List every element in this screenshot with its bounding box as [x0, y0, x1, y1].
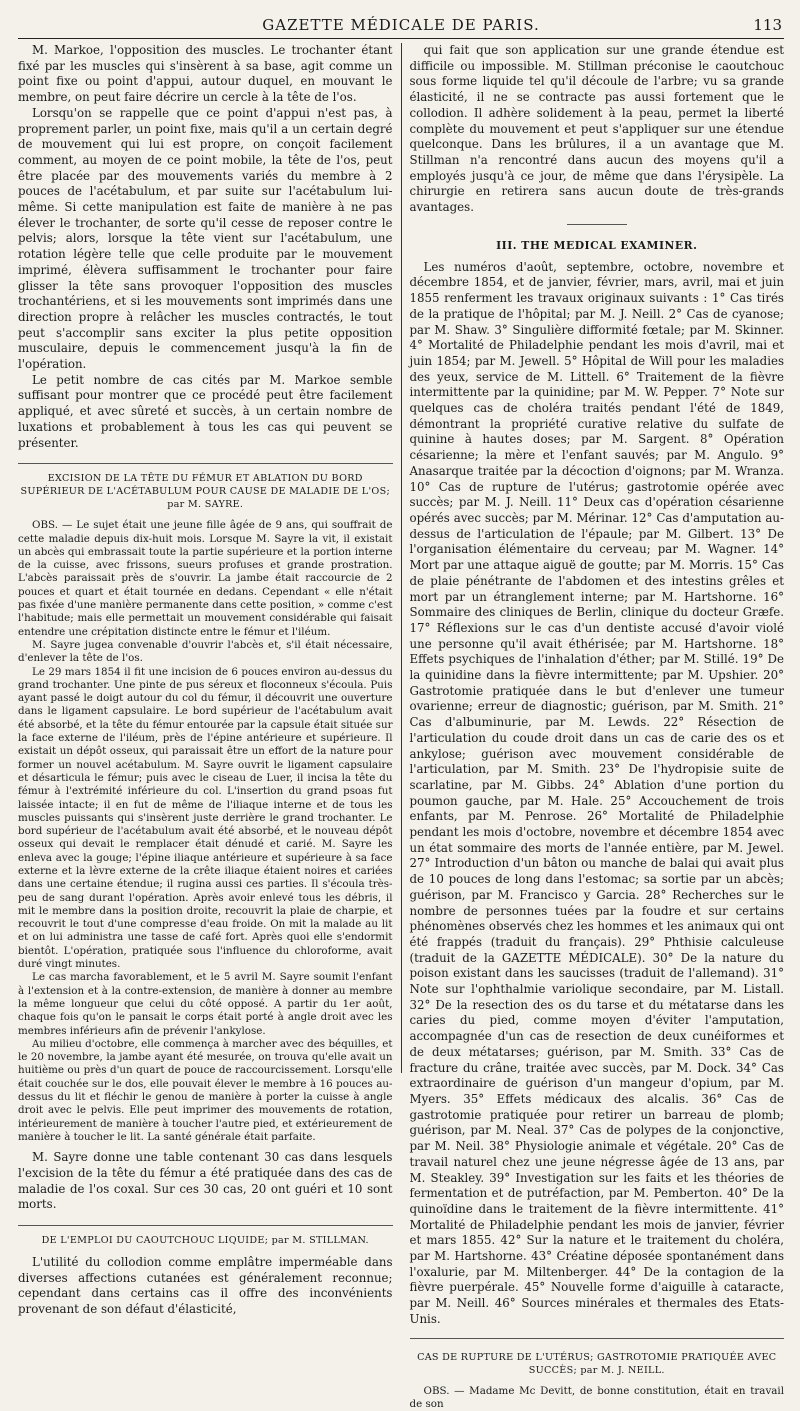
page-number: 113 [753, 16, 782, 34]
observation-paragraph: Le cas marcha favorablement, et le 5 avril M. Sayre soumit l'enfant à l'extension et à la contre-extension, de manière à donner au membre la même longueur que celui du côté opposé. A partir du 1er août, chaque fois qu'on le pansait le corps était porté à angle droit avec les membres inférieurs afin de prévenir l'ankylose. [18, 971, 393, 1037]
paragraph: qui fait que son application sur une grande étendue est difficile ou impossible. M. Stillman préconise le caoutchouc sous forme liquide tel qu'il découle de l'arbre; vu sa grande élasticité, il ne se contracte pas aussi fortement que le collodion. Il adhère solidement à la peau, permet la liberté complète du mouvement et peut s'appliquer sur une étendue quelconque. Dans les brûlures, il a un avantage que M. Stillman n'a rencontré dans aucun des moyens qu'il a employés jusqu'à ce jour, de même que dans l'érysipèle. La chirurgie en retirera sans aucun doute de très-grands avantages. [409, 43, 784, 215]
observation-paragraph: OBS. — Madame Mc Devitt, de bonne constitution, était en travail de son [409, 1384, 784, 1410]
left-column [18, 43, 402, 1317]
journal-title: GAZETTE MÉDICALE DE PARIS. [262, 16, 540, 34]
paragraph: M. Markoe, l'opposition des muscles. Le trochanter étant fixé par les muscles qui s'insèrent à sa base, agit comme un point fixe ou point d'appui, autour duquel, en mouvant le membre, on peut faire décrire un cercle à la tête de l'os. [18, 43, 393, 105]
page-header [18, 10, 784, 39]
observation-paragraph: Au milieu d'octobre, elle commença à marcher avec des béquilles, et le 20 novembre, la jambe ayant été mesurée, on trouva qu'elle avait un huitième ou près d'un quart de pouce de raccourcissement. Lorsqu'elle était couchée sur le dos, elle pouvait élever le membre à 16 pouces au-dessus du lit et fléchir le genou de manière à porter la cuisse à angle droit avec le pelvis. Elle peut imprimer des mouvements de rotation, intérieurement de manière à toucher l'autre pied, et extérieurement de manière à toucher le lit. La santé générale était parfaite. [18, 1037, 393, 1143]
paragraph: Lorsqu'on se rappelle que ce point d'appui n'est pas, à proprement parler, un point fixe, mais qu'il a un certain degré de mouvement qui lui est propre, on conçoit facilement comment, au moyen de ce point mobile, la tête de l'os, peut être placée par des mouvements variés du membre à 2 pouces de l'acétabulum, et par suite sur l'acétabulum lui-même. Si cette manipulation est faite de manière à ne pas élever le trochanter, de sorte qu'il cesse de reposer contre le pelvis; alors, lorsque la tête vient sur l'acétabulum, une rotation légère telle que celle produite par le mouvement imprimé, élèvera suffisamment le trochanter pour faire glisser la tête sans provoquer l'opposition des muscles trochantériens, et si les mouvements sont imprimés dans une direction propre à relâcher les muscles contractés, le tout peut s'accomplir sans exciter la plus petite opposition musculaire, depuis le commencement jusqu'à la fin de l'opération. [18, 105, 393, 372]
right-column [402, 43, 785, 1410]
contents-list-paragraph: Les numéros d'août, septembre, octobre, novembre et décembre 1854, et de janvier, février, mars, avril, mai et juin 1855 renferment les travaux originaux suivants : 1° Cas tirés de la pratique de l'hôpital; par M. J. Neill. 2° Cas de cyanose; par M. Shaw. 3° Singulière difformité fœtale; par M. Skinner. 4° Mortalité de Philadelphie pendant les mois d'avril, mai et juin 1854; par M. Jewell. 5° Hôpital de Will pour les maladies des yeux, service de M. Littell. 6° Traitement de la fièvre intermittente par la quinidine; par M. W. Pepper. 7° Note sur quelques cas de choléra traités pendant l'été de 1849, démontrant la propriété curative relative du sulfate de quinine à hautes doses; par M. Sargent. 8° Opération césarienne; la mère et l'enfant sauvés; par M. Angulo. 9° Anasarque traitée par la décoction d'oignons; par M. Wranza. 10° Cas de rupture de l'utérus; gastrotomie opérée avec succès; par M. J. Neill. 11° Deux cas d'opération césarienne opérés avec succès; par M. Mérinar. 12° Cas d'amputation au-dessus de l'articulation de l'épaule; par M. Gilbert. 13° De l'organisation élémentaire du cerveau; par M. Wagner. 14° Mort par une attaque aiguë de goutte; par M. Morris. 15° Cas de plaie pénétrante de l'abdomen et des intestins grêles et mort par un étranglement interne; par M. Hartshorne. 16° Sommaire des cliniques de Berlin, clinique du docteur Græfe. 17° Réflexions sur le cas d'un dentiste accusé d'avoir violé une personne qu'il avait éthérisée; par M. Hartshorne. 18° Effets psychiques de l'inhalation d'éther; par M. Stillé. 19° De la quinidine dans la fièvre intermittente; par M. Upshier. 20° Gastrotomie pratiquée dans le but d'enlever une tumeur ovarienne; erreur de diagnostic; guérison, par M. Smith. 21° Cas d'albuminurie, par M. Lewds. 22° Résection de l'articulation du coude droit dans un cas de carie des os et ankylose; guérison avec mouvement considérable de l'articulation, par M. Smith. 23° De l'hydropisie suite de scarlatine, par M. Gibbs. 24° Ablation d'une portion du poumon gauche, par M. Hale. 25° Accouchement de trois enfants, par M. Penrose. 26° Mortalité de Philadelphie pendant les mois d'octobre, novembre et décembre 1854 avec un état sommaire des morts de l'année entière, par M. Jewel. 27° Introduction d'un bâton ou manche de balai qui avait plus de 10 pouces de long dans l'estomac; sa sortie par un abcès; guérison, par M. Francisco y Garcia. 28° Recherches sur le nombre de personnes tuées par la foudre et sur certains phénomènes observés chez les hommes et les animaux qui ont été frappés (traduit du français). 29° Phthisie calculeuse (traduit de la GAZETTE MÉDICALE). 30° De la nature du poison existant dans les saucisses (traduit de l'allemand). 31° Note sur l'ophthalmie variolique secondaire, par M. Listall. 32° De la resection des os du tarse et du métatarse dans les caries du pied, comme moyen d'éviter l'amputation, accompagnée d'un cas de resection de deux cunéiformes et de deux métatarses; guérison, par M. Smith. 33° Cas de fracture du crâne, traitée avec succès, par M. Dock. 34° Cas extraordinaire de guérison d'un mangeur d'opium, par M. Myers. 35° Effets médicaux des alcalis. 36° Cas de gastrotomie pratiquée pour retirer un barreau de plomb; guérison, par M. Neal. 37° Cas de polypes de la conjonctive, par M. Neil. 38° Physiologie animale et végétale. 20° Cas de travail naturel chez une jeune négresse âgée de 13 ans, par M. Steakley. 39° Investigation sur les faits et les théories de fermentation et de putréfaction, par M. Pemberton. 40° De la quinoïdine dans le traitement de la fièvre intermittente. 41° Mortalité de Philadelphie pendant les mois de janvier, février et mars 1855. 42° Sur la nature et le traitement du choléra, par M. Hartshorne. 43° Créatine déposée spontanément dans l'oxalurie, par M. Miltenberger. 44° De la contagion de la fièvre puerpérale. 45° Nouvelle forme d'aiguille à cataracte, par M. Neill. 46° Sources minérales et thermales des Etats-Unis. [409, 259, 784, 1326]
divider [567, 224, 627, 225]
paragraph: Le petit nombre de cas cités par M. Markoe semble suffisant pour montrer que ce procédé peut être facilement appliqué, et avec sûreté et succès, à un certain nombre de luxations et probablement à tous les cas qui peuvent se présenter. [18, 372, 393, 450]
article-heading-neill: CAS DE RUPTURE DE L'UTÉRUS; GASTROTOMIE PRATIQUÉE AVEC SUCCÈS; par M. J. NEILL. [417, 1351, 777, 1376]
article-heading-stillman: DE L'EMPLOI DU CAOUTCHOUC LIQUIDE; par M. STILLMAN. [18, 1225, 393, 1247]
article-heading-sayre: EXCISION DE LA TÊTE DU FÉMUR ET ABLATION DU BORD SUPÉRIEUR DE L'ACÉTABULUM POUR CAUSE DE MALADIE DE L'OS; par M. SAYRE. [18, 463, 393, 511]
observation-paragraph: Le 29 mars 1854 il fit une incision de 6 pouces environ au-dessus du grand trochanter. Une pinte de pus séreux et floconneux s'écoula. Puis ayant passé le doigt autour du col du fémur, il découvrit une ouverture dans le ligament capsulaire. Le bord supérieur de l'acétabulum avait été absorbé, et la tête du fémur entourée par la capsule était située sur la face externe de l'iléum, près de l'épine antérieure et supérieure. Il existait un dépôt osseux, qui paraissait être un effort de la nature pour former un nouvel acétabulum. M. Sayre ouvrit le ligament capsulaire et désarticula le fémur; puis avec le ciseau de Luer, il incisa la tête du fémur à l'extrémité inférieure du col. L'insertion du grand psoas fut laissée intacte; il en fut de même de l'iliaque interne et de tous les muscles puissants qui s'insèrent juste derrière le grand trochanter. Le bord supérieur de l'acétabulum avait été absorbé, et le nouveau dépôt osseux qui devait le remplacer était dénudé et carié. M. Sayre les enleva avec la gouge; l'épine iliaque antérieure et supérieure à sa face externe et la lèvre externe de la crête iliaque étaient noires et cariées dans une certaine étendue; il rugina aussi ces parties. Il s'écoula très-peu de sang durant l'opération. Après avoir enlevé tous les débris, il mit le membre dans la position droite, recouvrit la plaie de charpie, et recouvrit le tout d'une compresse d'eau froide. On mit la malade au lit et on lui administra une tasse de café fort. Après quoi elle s'endormit bientôt. L'opération, pratiquée sous l'influence du chloroforme, avait duré vingt minutes. [18, 665, 393, 971]
divider [410, 1338, 785, 1339]
observation-paragraph: M. Sayre jugea convenable d'ouvrir l'abcès et, s'il était nécessaire, d'enlever la tête de l'os. [18, 638, 393, 665]
observation-paragraph: OBS. — Le sujet était une jeune fille âgée de 9 ans, qui souffrait de cette maladie depuis dix-huit mois. Lorsque M. Sayre la vit, il existait un abcès qui embrassait toute la partie supérieure et la portion interne de la cuisse, avec frissons, sueurs profuses et grande prostration. L'abcès paraissait près de s'ouvrir. La jambe était raccourcie de 2 pouces et quart et était tournée en dedans. Cependant « elle n'était pas fixée d'une manière permanente dans cette position, » comme c'est l'habitude; mais elle permettait un mouvement considérable qui faisait entendre une crépitation distincte entre le fémur et l'iléum. [18, 519, 393, 638]
paragraph: M. Sayre donne une table contenant 30 cas dans lesquels l'excision de la tête du fémur a été pratiquée dans des cas de maladie de l'os coxal. Sur ces 30 cas, 20 ont guéri et 10 sont morts. [18, 1150, 393, 1212]
paragraph: L'utilité du collodion comme emplâtre imperméable dans diverses affections cutanées est généralement reconnue; cependant dans certains cas il offre des inconvénients provenant de son défaut d'élasticité, [18, 1255, 393, 1317]
section-heading: III. THE MEDICAL EXAMINER. [496, 238, 698, 252]
